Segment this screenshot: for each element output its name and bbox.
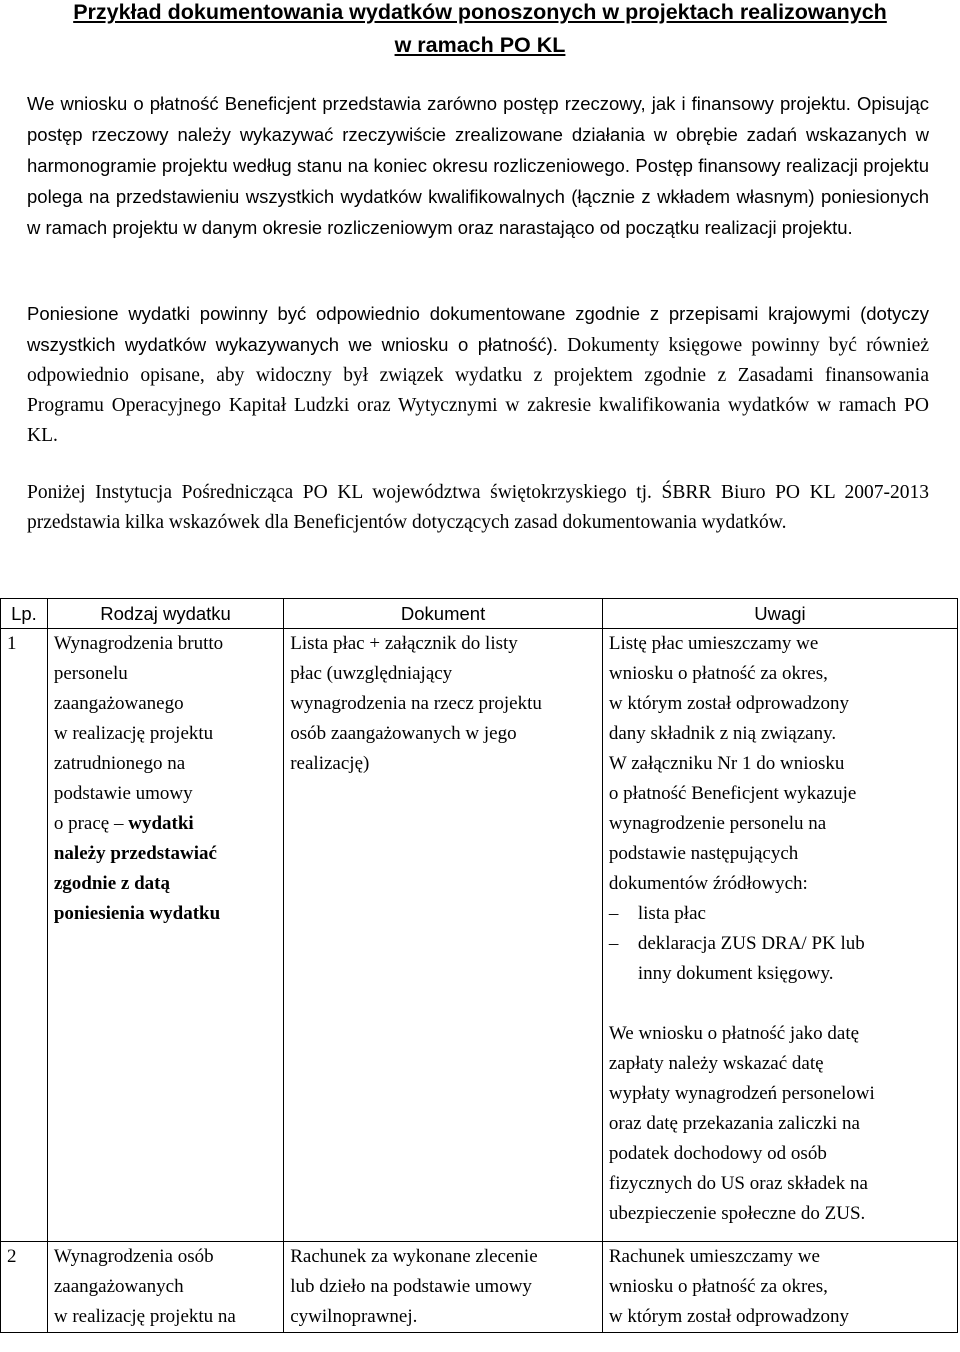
rodzaj-text: o pracę	[53, 813, 114, 834]
header-lp: Lp.	[1, 599, 48, 629]
list-item	[609, 899, 951, 929]
dokument-line: Rachunek za wykonane zlecenie	[290, 1246, 538, 1267]
rodzaj-line: Wynagrodzenia osób	[53, 1246, 214, 1267]
intro-p2-part-a: Poniesione wydatki powinny być odpowiednio dokumentowane zgodnie z przepisami krajowymi (dotyczy wszystkich wydatków wykazywanych we wniosku o płatność).	[27, 303, 929, 355]
rodzaj-line: personelu	[53, 663, 128, 684]
table-row	[1, 629, 958, 1242]
uwagi-line: zapłaty należy wskazać datę	[608, 1053, 824, 1074]
rodzaj-bold-text: wydatki	[123, 813, 194, 834]
uwagi-line: dokumentów źródłowych:	[608, 873, 808, 894]
dokument-line: cywilnoprawnej.	[290, 1306, 418, 1327]
list-item-text: inny dokument księgowy.	[637, 963, 834, 984]
uwagi-line: w którym został odprowadzony	[608, 1306, 849, 1327]
uwagi-line: wypłaty wynagrodzeń personelowi	[608, 1083, 875, 1104]
intro-paragraph-3: Poniżej Instytucja Pośrednicząca PO KL województwa świętokrzyskiego tj. ŚBRR Biuro PO KL 2007-2013 przedstawia kilka wskazówek dla Beneficjentów dotyczących zasad dokumentowania wydatków.	[27, 482, 929, 533]
intro-p1-part-b: Postęp finansowy realizacji projektu polega na przedstawieniu wszystkich wydatków kwalifikowalnych (łącznie z wkładem własnym) poniesionych w ramach projektu w danym okresie rozliczeniowym oraz narastająco od początku realizacji projektu.	[27, 155, 929, 238]
row2-uwagi	[602, 1242, 957, 1333]
uwagi-line: oraz datę przekazania zaliczki na	[608, 1113, 860, 1134]
intro-paragraph-2	[27, 299, 929, 451]
uwagi-line: Rachunek umieszczamy we	[608, 1246, 820, 1267]
rodzaj-line: w realizację projektu	[53, 723, 214, 744]
rodzaj-line: Wynagrodzenia brutto	[53, 633, 224, 654]
row2-lp: 2	[1, 1242, 48, 1333]
title-line-1: Przykład dokumentowania wydatków ponoszonych w projektach realizowanych	[73, 0, 887, 24]
dokument-line: Lista płac + załącznik do listy	[290, 633, 518, 654]
uwagi-line: ubezpieczenie społeczne do ZUS.	[608, 1203, 866, 1224]
uwagi-line: dany składnik z nią związany.	[608, 723, 837, 744]
uwagi-line: podstawie następujących	[608, 843, 799, 864]
row2-dokument	[284, 1242, 603, 1333]
rodzaj-line: zaangażowanego	[53, 693, 184, 714]
list-item	[609, 929, 951, 959]
rodzaj-line-mixed	[54, 809, 277, 839]
rodzaj-line: podstawie umowy	[53, 783, 193, 804]
uwagi-line: fizycznych do US oraz składek na	[608, 1173, 868, 1194]
uwagi-line: We wniosku o płatność jako datę	[608, 1023, 860, 1044]
table-row	[1, 1242, 958, 1333]
dokument-line: realizację)	[290, 753, 370, 774]
intro-p2-part-b: Dokumenty księgowe powinny być również odpowiednio opisane, aby widoczny był związek wydatku z projektem zgodnie z Zasadami finansowania Programu Operacyjnego Kapitał Ludzki oraz Wytycznymi w zakresie kwalifikowania wydatków w ramach PO KL.	[27, 335, 929, 446]
row2-rodzaj	[47, 1242, 283, 1333]
uwagi-line: wniosku o płatność za okres,	[608, 1276, 828, 1297]
rodzaj-bold-line: zgodnie z datą	[53, 873, 170, 894]
uwagi-line: o płatność Beneficjent wykazuje	[608, 783, 857, 804]
uwagi-line: w którym został odprowadzony	[608, 693, 849, 714]
row1-lp: 1	[1, 629, 48, 1242]
rodzaj-dash: –	[114, 813, 124, 834]
dokument-line: lub dzieło na podstawie umowy	[290, 1276, 532, 1297]
intro-paragraph-1	[27, 89, 929, 244]
spacer	[609, 989, 951, 1019]
dokument-line: osób zaangażowanych w jego	[290, 723, 517, 744]
uwagi-line: Listę płac umieszczamy we	[608, 633, 819, 654]
document-title	[20, 0, 940, 62]
spacer	[609, 1229, 951, 1241]
dash-bullet: –	[608, 933, 619, 954]
rodzaj-line: zatrudnionego na	[53, 753, 186, 774]
uwagi-line: wniosku o płatność za okres,	[608, 663, 828, 684]
table-header-row	[1, 599, 958, 629]
rodzaj-bold-line: poniesienia wydatku	[53, 903, 221, 924]
dokument-line: płac (uwzględniający	[290, 663, 453, 684]
rodzaj-bold-line: należy przedstawiać	[53, 843, 217, 864]
uwagi-line: W załączniku Nr 1 do wniosku	[608, 753, 845, 774]
header-dokument: Dokument	[284, 599, 603, 629]
row1-rodzaj	[47, 629, 283, 1242]
uwagi-line: wynagrodzenie personelu na	[608, 813, 827, 834]
list-item-continuation	[609, 959, 951, 989]
expense-table	[0, 598, 958, 1333]
uwagi-line: podatek dochodowy od osób	[608, 1143, 827, 1164]
dash-bullet: –	[608, 903, 619, 924]
header-uwagi: Uwagi	[602, 599, 957, 629]
title-line-2: w ramach PO KL	[394, 33, 566, 57]
row1-uwagi	[602, 629, 957, 1242]
rodzaj-line: zaangażowanych	[53, 1276, 184, 1297]
dokument-line: wynagrodzenia na rzecz projektu	[290, 693, 542, 714]
list-item-text: lista płac	[637, 903, 706, 924]
row1-dokument	[284, 629, 603, 1242]
list-item-text: deklaracja ZUS DRA/ PK lub	[637, 933, 865, 954]
intro-p1-part-a: We wniosku o płatność Beneficjent przedstawia zarówno postęp rzeczowy, jak i finansowy projektu. Opisując postęp rzeczowy należy wykazywać rzeczywiście zrealizowane działania w obrębie zadań wskazanych w harmonogramie projektu według stanu na koniec okresu rozliczeniowego.	[27, 93, 929, 176]
header-rodzaj: Rodzaj wydatku	[47, 599, 283, 629]
rodzaj-line: w realizację projektu na	[53, 1306, 236, 1327]
